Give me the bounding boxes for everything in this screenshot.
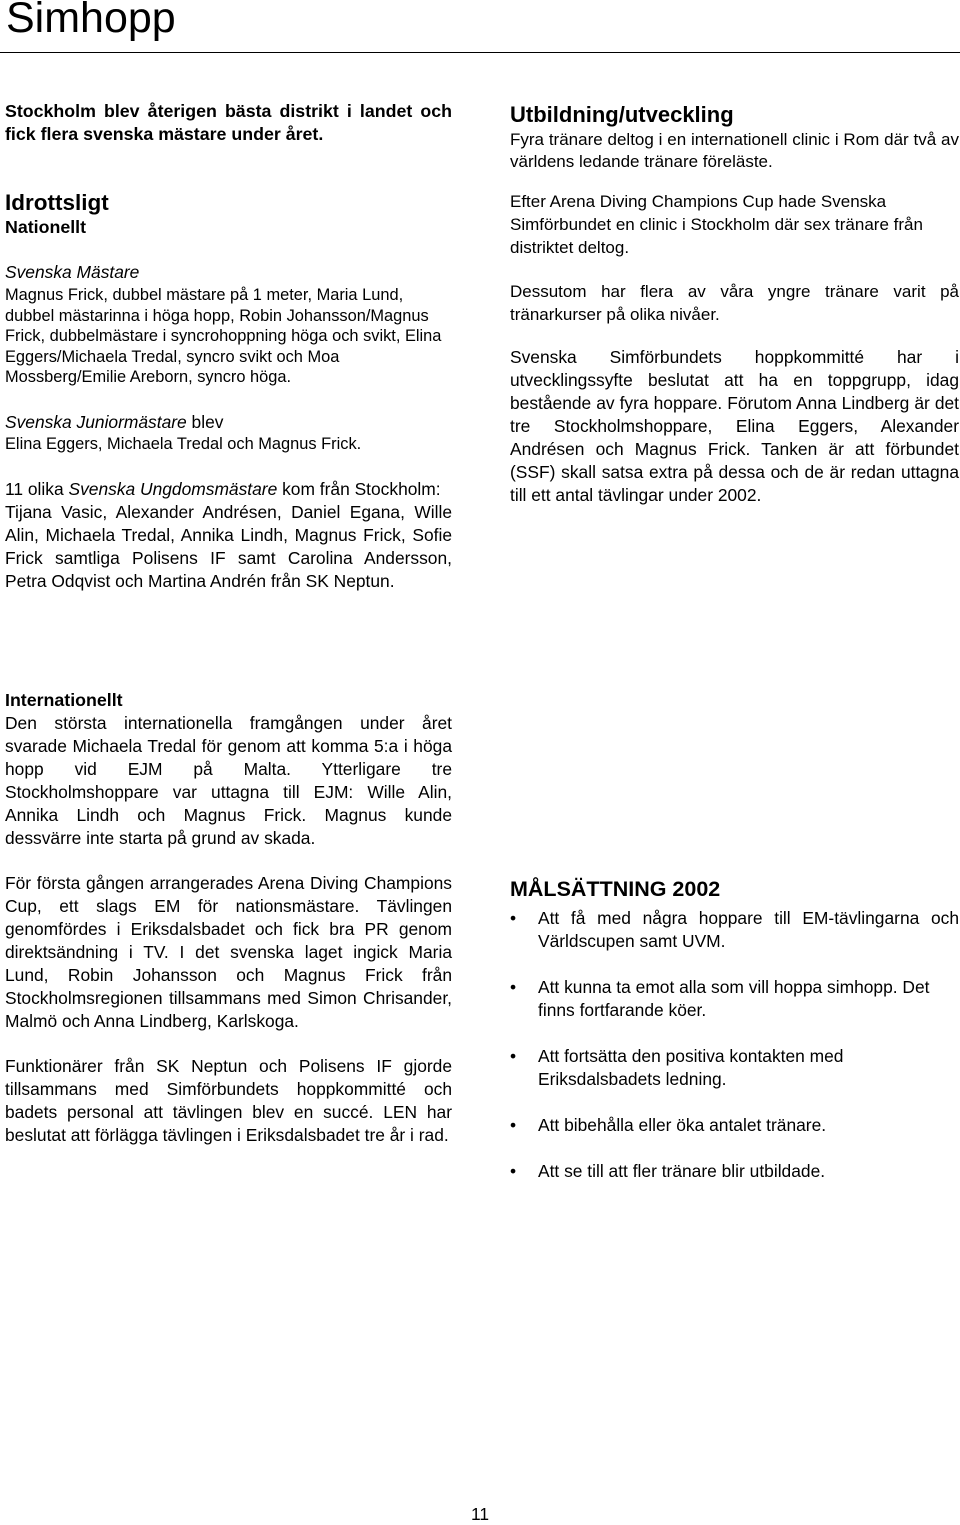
education-paragraph-4: Svenska Simförbundets hoppkommitté har i utvecklingssyfte beslutat att ha en toppgrupp, idag bestående av fyra hoppare. Förutom Anna Lindberg är det tre Stockholmshoppare, Elina Eggers, Alexander Andrésen och Magnus Frick. Tanken är att förbundet (SSF) skall satsa extra på dessa och de är redan uttagna till ett antal tävlingar under 2002. bbox=[510, 347, 959, 505]
section-heading-international: Internationellt bbox=[5, 690, 123, 710]
section-heading-sports: Idrottsligt bbox=[5, 190, 109, 215]
youth-champions-suffix: kom från Stockholm: bbox=[277, 479, 441, 499]
left-top-column bbox=[5, 100, 452, 593]
goals-heading: MÅLSÄTTNING 2002 bbox=[510, 877, 721, 901]
education-paragraph-1: Fyra tränare deltog i en internationell clinic i Rom där två av världens ledande tränare föreläste. bbox=[510, 130, 959, 171]
title-divider bbox=[0, 52, 960, 53]
bullet-icon: • bbox=[510, 977, 517, 997]
junior-champions-suffix: blev bbox=[186, 411, 224, 432]
left-bottom-column bbox=[5, 689, 452, 1147]
junior-champions-text: Elina Eggers, Michaela Tredal och Magnus Frick. bbox=[5, 434, 362, 453]
page-title: Simhopp bbox=[6, 0, 176, 42]
youth-champions-prefix: 11 olika bbox=[5, 479, 69, 499]
goal-text: Att bibehålla eller öka antalet tränare. bbox=[538, 1115, 827, 1135]
goals-list bbox=[510, 907, 959, 1183]
heading-junior-champions: Svenska Juniormästare bbox=[5, 411, 187, 432]
goal-item bbox=[510, 1114, 959, 1137]
bullet-icon: • bbox=[510, 1161, 517, 1181]
international-paragraph-2: För första gången arrangerades Arena Diving Champions Cup, ett slags EM för nationsmästare. Tävlingen genomfördes i Eriksdalsbadet och fick bra PR genom direktsändning i TV. I det svenska laget ingick Maria Lund, Robin Johansson och Magnus Frick från Stockholmsregionen tillsammans med Simon Chrisander, Malmö och Anna Lindberg, Karlskoga. bbox=[5, 873, 452, 1031]
goal-text: Att fortsätta den positiva kontakten med Eriksdalsbadets ledning. bbox=[538, 1046, 844, 1089]
swedish-champions-text: Magnus Frick, dubbel mästare på 1 meter, Maria Lund, dubbel mästarinna i höga hopp, Robin Johansson/Magnus Frick, dubbelmästare i syncrohoppning höga och svikt, Elina Eggers/Michaela Tredal, syncro svikt och Moa Mossberg/Emilie Areborn, syncro höga. bbox=[5, 286, 442, 386]
education-paragraph-3: Dessutom har flera av våra yngre tränare varit på tränarkurser på olika nivåer. bbox=[510, 282, 959, 324]
heading-youth-champions: Svenska Ungdomsmästare bbox=[68, 479, 278, 499]
lead-paragraph: Stockholm blev återigen bästa distrikt i landet och fick flera svenska mästare under året. bbox=[5, 101, 452, 144]
bullet-icon: • bbox=[510, 1115, 517, 1135]
youth-champions-text: Tijana Vasic, Alexander Andrésen, Daniel Egana, Wille Alin, Michaela Tredal, Annika Lindh, Magnus Frick, Sofie Frick samtliga Polisens IF samt Carolina Andersson, Petra Odqvist och Martina Andrén från SK Neptun. bbox=[5, 502, 452, 591]
youth-champions-line bbox=[5, 478, 452, 501]
subheading-national: Nationellt bbox=[5, 217, 87, 237]
goal-text: Att kunna ta emot alla som vill hoppa simhopp. Det finns fortfarande köer. bbox=[538, 977, 930, 1020]
page-number: 11 bbox=[470, 1504, 490, 1524]
bullet-icon: • bbox=[510, 908, 517, 928]
bullet-icon: • bbox=[510, 1046, 517, 1066]
right-top-column bbox=[510, 102, 959, 507]
heading-swedish-champions: Svenska Mästare bbox=[5, 262, 140, 282]
goal-item bbox=[510, 976, 959, 1022]
education-paragraph-2: Efter Arena Diving Champions Cup hade Svenska Simförbundet en clinic i Stockholm där sex tränare från distriktet deltog. bbox=[510, 192, 923, 257]
goal-text: Att se till att fler tränare blir utbildade. bbox=[538, 1161, 826, 1181]
junior-champions-line bbox=[5, 411, 452, 434]
section-heading-education: Utbildning/utveckling bbox=[510, 102, 734, 127]
goal-text: Att få med några hoppare till EM-tävlingarna och Världscupen samt UVM. bbox=[538, 908, 959, 951]
international-paragraph-3: Funktionärer från SK Neptun och Polisens IF gjorde tillsammans med Simförbundets hoppkommitté och badets personal att tävlingen blev en succé. LEN har beslutat att förlägga tävlingen i Eriksdalsbadet tre år i rad. bbox=[5, 1056, 452, 1145]
goal-item bbox=[510, 1045, 959, 1091]
goal-item bbox=[510, 1160, 959, 1183]
goals-column bbox=[510, 876, 959, 1206]
goal-item bbox=[510, 907, 959, 953]
international-paragraph-1: Den största internationella framgången under året svarade Michaela Tredal för genom att komma 5:a i höga hopp vid EJM på Malta. Ytterligare tre Stockholmshoppare var uttagna till EJM: Wille Alin, Annika Lindh och Magnus Frick. Magnus kunde dessvärre inte starta på grund av skada. bbox=[5, 713, 452, 848]
